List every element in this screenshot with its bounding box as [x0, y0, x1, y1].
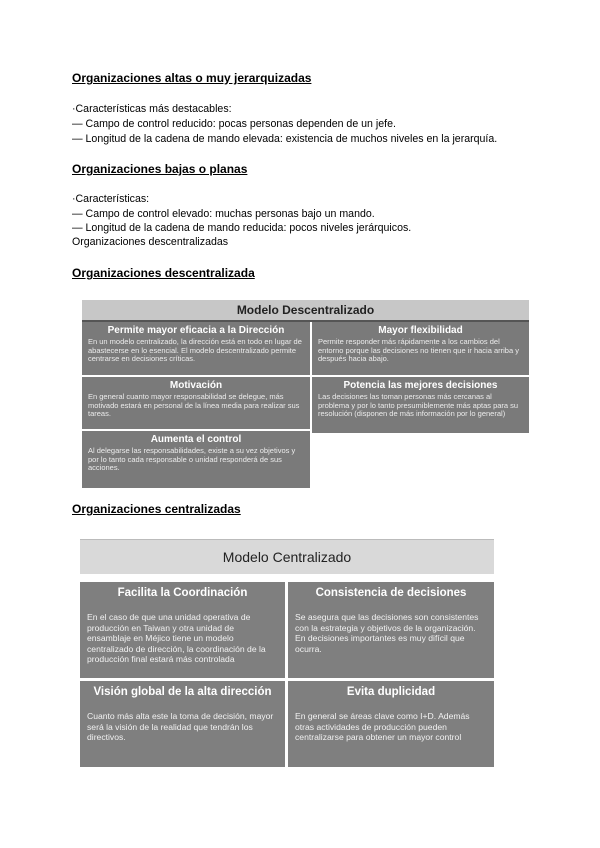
- heading-bajas: Organizaciones bajas o planas: [72, 162, 248, 176]
- heading-centralizadas: Organizaciones centralizadas: [72, 502, 241, 516]
- figure-cell: [80, 582, 285, 678]
- cell-body: Cuanto más alta este la toma de decisión, mayor será la visión de la realidad que tendrán los directivos.: [87, 711, 274, 742]
- figure-cell: [80, 681, 285, 767]
- figure-title: Modelo Centralizado: [80, 539, 494, 574]
- cell-body: Al delegarse las responsabilidades, existe a su vez objetivos y por lo tanto cada responsable o unidad responderá de sus acciones.: [88, 446, 296, 472]
- cell-title: Permite mayor eficacia a la Dirección: [107, 325, 285, 336]
- cell-body: En general cuanto mayor responsabilidad se delegue, más motivado estará en personal de la línea media para realizar sus tareas.: [88, 392, 300, 418]
- cell-body: Permite responder más rápidamente a los cambios del entorno porque las decisiones no tienen que ir hacia arriba y después hacia abajo.: [318, 337, 519, 363]
- figure-cell: [82, 377, 310, 429]
- figure-modelo-centralizado: [80, 539, 494, 767]
- figure-cell: [288, 681, 494, 767]
- cell-title: Consistencia de decisiones: [315, 587, 467, 599]
- cell-title: Potencia las mejores decisiones: [343, 380, 498, 391]
- text-line: — Campo de control reducido: pocas personas dependen de un jefe.: [72, 118, 396, 130]
- heading-descentralizada: Organizaciones descentralizada: [72, 266, 255, 280]
- text-line: ·Características más destacables:: [72, 103, 232, 115]
- text-line: — Longitud de la cadena de mando elevada: existencia de muchos niveles en la jerarquía.: [72, 133, 498, 145]
- figure-cell: [312, 377, 529, 433]
- text-line: ·Características:: [72, 193, 150, 205]
- cell-title: Motivación: [169, 380, 223, 391]
- cell-body: Las decisiones las toman personas más cercanas al problema y por lo tanto presumiblemente más aptas para su resolución (disponen de más información por lo general): [318, 392, 519, 418]
- cell-body: En un modelo centralizado, la dirección está en todo en lugar de abastecerse en lo esencial. El modelo descentralizado permite centrarse en decisiones críticas.: [88, 337, 302, 363]
- cell-body: Se asegura que las decisiones son consistentes con la estrategia y objetivos de la organización. En decisiones importantes es muy difícil que ocurra.: [295, 612, 479, 654]
- figure-cell: [312, 322, 529, 375]
- text-line: — Longitud de la cadena de mando reducida: pocos niveles jerárquicos.: [72, 222, 412, 234]
- cell-body: En general se áreas clave como I+D. Además otras actividades de producción pueden centralizarse para obtener un mayor control: [295, 711, 470, 742]
- figure-cell: [288, 582, 494, 678]
- cell-title: Visión global de la alta dirección: [93, 686, 272, 698]
- cell-body: En el caso de que una unidad operativa de producción en Taiwan y otra unidad de ensamblaje en Méjico tiene un modelo centralizado de dirección, la coordinación de la producción final estará más controlada: [87, 612, 266, 664]
- figure-cell: [82, 431, 310, 488]
- figure-modelo-descentralizado: [82, 300, 529, 488]
- cell-title: Aumenta el control: [150, 434, 242, 445]
- text-line: Organizaciones descentralizadas: [72, 236, 229, 248]
- figure-title: Modelo Descentralizado: [82, 300, 529, 322]
- heading-altas: Organizaciones altas o muy jerarquizadas: [72, 71, 312, 85]
- figure-cell: [82, 322, 310, 375]
- cell-title: Facilita la Coordinación: [117, 587, 248, 599]
- cell-title: Evita duplicidad: [346, 686, 436, 698]
- cell-title: Mayor flexibilidad: [378, 325, 463, 336]
- text-line: — Campo de control elevado: muchas personas bajo un mando.: [72, 208, 375, 220]
